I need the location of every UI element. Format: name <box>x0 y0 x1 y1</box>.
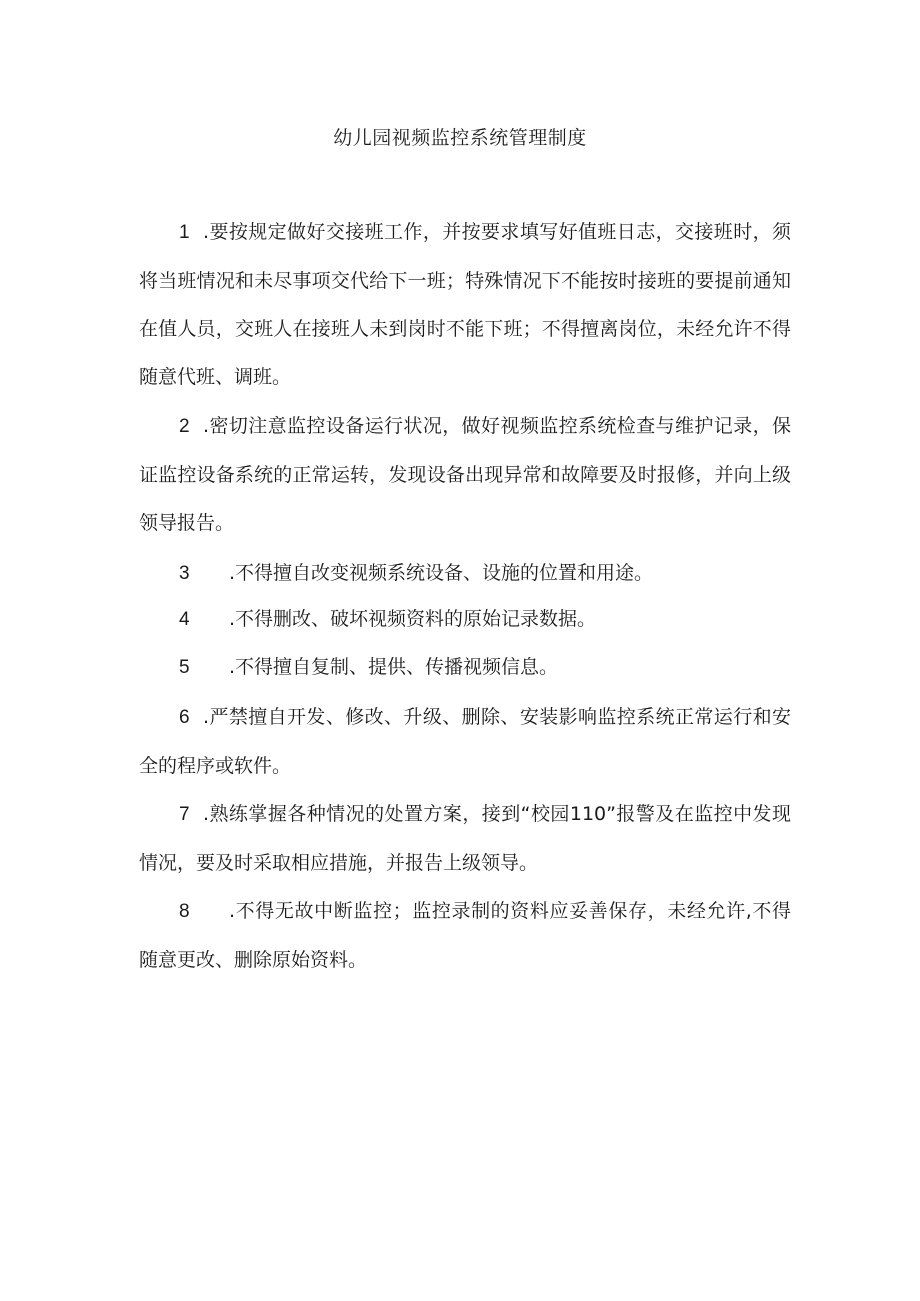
clause-7 <box>139 790 791 887</box>
clause-text: .不得擅自复制、提供、传播视频信息。 <box>229 656 559 678</box>
clause-number: 4 <box>179 609 190 630</box>
clause-text: .不得无故中断监控；监控录制的资料应妥善保存，未经允许,不得随意更改、删除原始资料。 <box>139 900 791 971</box>
clause-text: .不得擅自改变视频系统设备、设施的位置和用途。 <box>229 562 654 584</box>
clause-number: 8 <box>179 901 190 922</box>
clause-3 <box>139 549 791 598</box>
clause-number: 1 <box>179 222 190 243</box>
clause-text: .不得删改、破坏视频资料的原始记录数据。 <box>229 608 597 630</box>
clause-text: .严禁擅自开发、修改、升级、删除、安装影响监控系统正常运行和安全的程序或软件。 <box>139 706 791 777</box>
clause-8 <box>139 887 791 984</box>
clause-number: 3 <box>179 563 190 584</box>
clause-text: .熟练掌握各种情况的处置方案，接到“校园110”报警及在监控中发现情况，要及时采取相应措施，并报告上级领导。 <box>139 803 791 874</box>
clause-6 <box>139 693 791 790</box>
clause-text: .要按规定做好交接班工作，并按要求填写好值班日志，交接班时，须将当班情况和未尽事项交代给下一班；特殊情况下不能按时接班的要提前通知在值人员，交班人在接班人未到岗时不能下班；不得擅离岗位，未经允许不得随意代班、调班。 <box>139 221 791 388</box>
clause-number: 7 <box>179 804 190 825</box>
clause-5 <box>139 643 791 692</box>
clause-1 <box>139 208 791 401</box>
document-title: 幼儿园视频监控系统管理制度 <box>333 127 587 149</box>
clause-4 <box>139 595 791 644</box>
clause-2 <box>139 402 791 547</box>
clause-number: 6 <box>179 707 190 728</box>
clause-number: 2 <box>179 416 190 437</box>
clause-number: 5 <box>179 657 190 678</box>
clause-text: .密切注意监控设备运行状况，做好视频监控系统检查与维护记录，保证监控设备系统的正常运转，发现设备出现异常和故障要及时报修，并向上级领导报告。 <box>139 415 791 534</box>
